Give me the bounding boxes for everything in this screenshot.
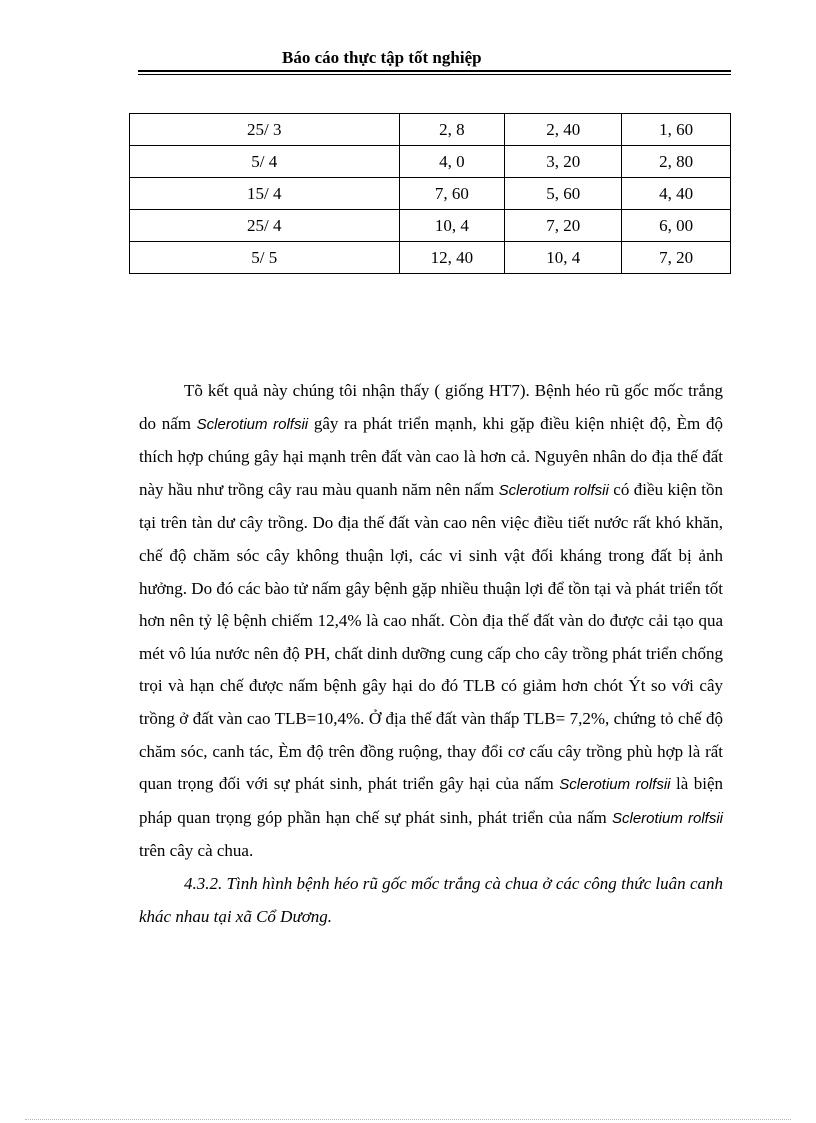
- table-cell: 4, 0: [399, 146, 505, 178]
- table-cell: 6, 00: [622, 210, 731, 242]
- table-cell: 3, 20: [505, 146, 622, 178]
- footer-dotted-line: [25, 1119, 791, 1120]
- table-cell: 25/ 4: [130, 210, 400, 242]
- table-row: [130, 114, 731, 146]
- body-text: [139, 375, 723, 933]
- page-header-title: Báo cáo thực tập tốt nghiệp: [282, 48, 482, 67]
- table-cell: 4, 40: [622, 178, 731, 210]
- table-cell: 7, 20: [505, 210, 622, 242]
- table-cell: 10, 4: [399, 210, 505, 242]
- section-heading: 4.3.2. Tình hình bệnh héo rũ gốc mốc trắng cà chua ở các công thức luân canh khác nhau tại xã Cổ Dương.: [139, 873, 723, 926]
- table-cell: 15/ 4: [130, 178, 400, 210]
- table-cell: 7, 60: [399, 178, 505, 210]
- table-cell: 5/ 5: [130, 242, 400, 274]
- table-cell: 2, 8: [399, 114, 505, 146]
- data-table: [129, 113, 731, 274]
- header-rule-thick: [138, 70, 731, 72]
- table-row: [130, 242, 731, 274]
- table-cell: 1, 60: [622, 114, 731, 146]
- table-cell: 2, 80: [622, 146, 731, 178]
- table-row: [130, 210, 731, 242]
- scientific-name: Sclerotium rolfsii: [498, 481, 609, 499]
- table-cell: 7, 20: [622, 242, 731, 274]
- scientific-name: Sclerotium rolfsii: [559, 776, 671, 794]
- header-rule-thin: [138, 74, 731, 75]
- table-cell: 25/ 3: [130, 114, 400, 146]
- paragraph-results: Tõ kết quả này chúng tôi nhận thấy ( giống HT7). Bệnh héo rũ gốc mốc trắng do nấm Sclerotium rolfsii gây ra phát triển mạnh, khi gặp điều kiện nhiệt độ, Èm độ thích hợp chúng gây hại mạnh trên đất vàn cao là hơn cả. Nguyên nhân do địa thế đất này hầu như trồng cây rau màu quanh năm nên nấm Sclerotium rolfsii có điều kiện tồn tại trên tàn dư cây trồng. Do địa thế đất vàn cao nên việc điều tiết nước rất khó khăn, chế độ chăm sóc cây không thuận lợi, các vi sinh vật đối kháng trong đất bị ảnh hưởng. Do đó các bào tử nấm gây bệnh gặp nhiều thuận lợi để tồn tại và phát triển tốt hơn nên tỷ lệ bệnh chiếm 12,4% là cao nhất. Còn địa thế đất vàn do được cải tạo qua mét vô lúa nước nên độ PH, chất dinh dưỡng cung cấp cho cây trồng phát triển chống trọi và hạn chế được nấm bệnh gây hại do đó TLB có giảm hơn chót Ýt so với cây trồng ở đất vàn cao TLB=10,4%. Ở địa thế đất vàn thấp TLB= 7,2%, chứng tỏ chế độ chăm sóc, canh tác, Èm độ trên đồng ruộng, thay đổi cơ cấu cây trồng phù hợp là rất quan trọng đối với sự phát sinh, phát triển gây hại của nấm Sclerotium rolfsii là biện pháp quan trọng góp phần hạn chế sự phát sinh, phát triển của nấm Sclerotium rolfsii trên cây cà chua.: [139, 381, 723, 861]
- table-cell: 5, 60: [505, 178, 622, 210]
- table-cell: 2, 40: [505, 114, 622, 146]
- scientific-name: Sclerotium rolfsii: [196, 415, 309, 433]
- table-cell: 12, 40: [399, 242, 505, 274]
- table-cell: 10, 4: [505, 242, 622, 274]
- table-row: [130, 178, 731, 210]
- scientific-name: Sclerotium rolfsii: [611, 809, 723, 827]
- table-cell: 5/ 4: [130, 146, 400, 178]
- table-row: [130, 146, 731, 178]
